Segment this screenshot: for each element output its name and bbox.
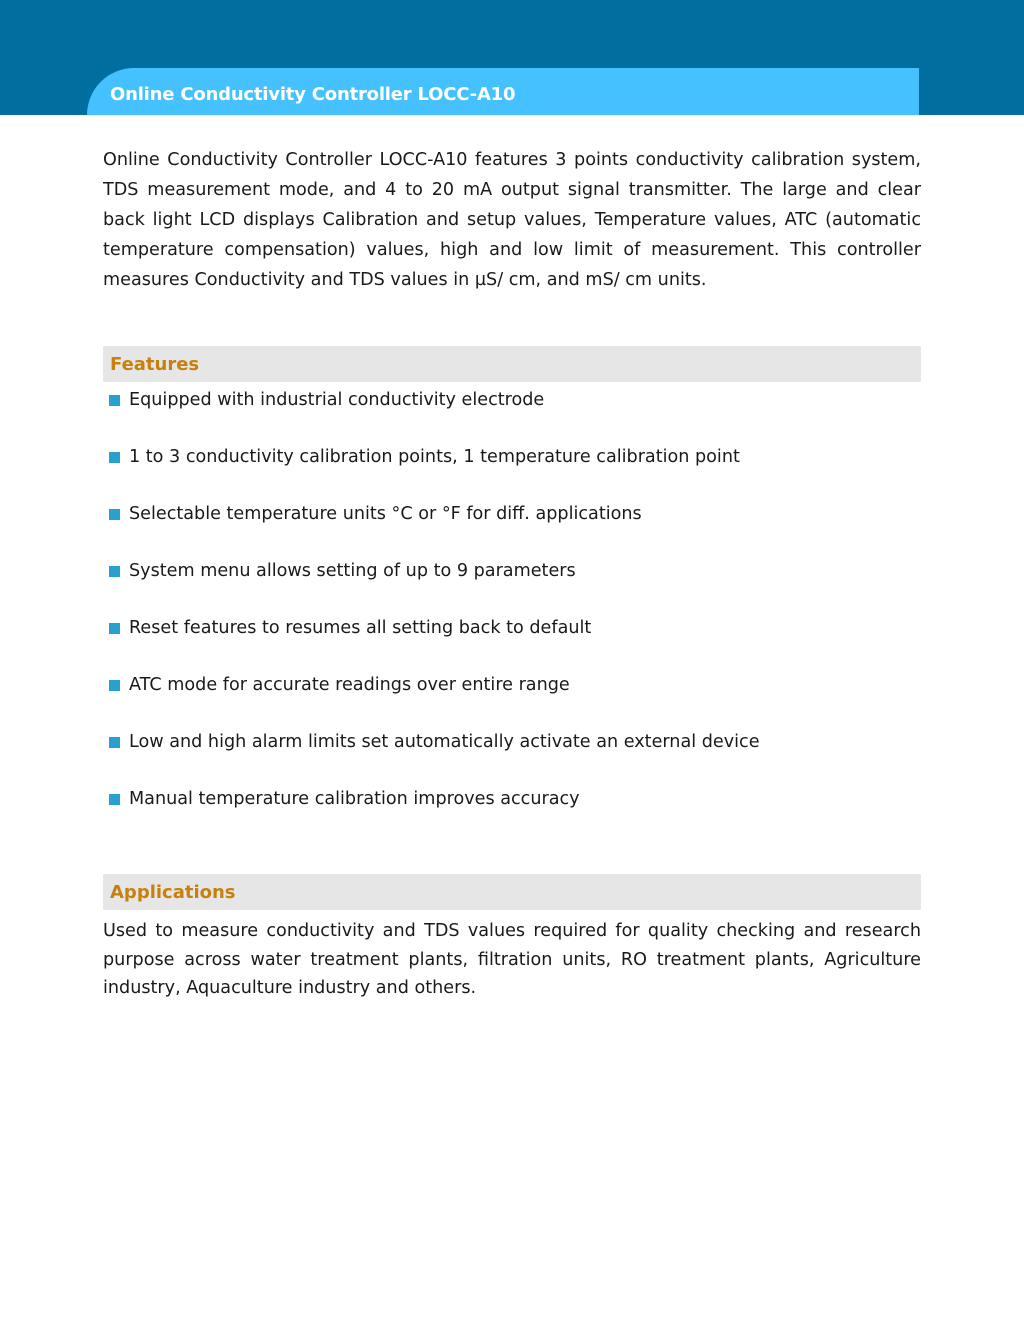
square-bullet-icon <box>109 737 120 748</box>
applications-heading: Applications <box>103 874 921 910</box>
applications-paragraph: Used to measure conductivity and TDS values required for quality checking and research purpose across water treatment plants, filtration units, RO treatment plants, Agriculture industry, Aquaculture industry and others. <box>103 921 921 998</box>
feature-text: ATC mode for accurate readings over entire range <box>129 675 570 695</box>
square-bullet-icon <box>109 623 120 634</box>
feature-text: Reset features to resumes all setting back to default <box>129 618 592 638</box>
feature-text: Manual temperature calibration improves accuracy <box>129 789 580 809</box>
list-item <box>109 499 760 556</box>
feature-text: Low and high alarm limits set automatically activate an external device <box>129 732 760 752</box>
list-item <box>109 442 760 499</box>
list-item <box>109 670 760 727</box>
features-heading: Features <box>103 346 921 382</box>
page-title: Online Conductivity Controller LOCC-A10 <box>110 84 516 105</box>
feature-text: 1 to 3 conductivity calibration points, 1 temperature calibration point <box>129 447 740 467</box>
features-list <box>109 385 760 841</box>
list-item <box>109 727 760 784</box>
feature-text: Selectable temperature units °C or °F for diff. applications <box>129 504 642 524</box>
square-bullet-icon <box>109 566 120 577</box>
list-item <box>109 784 760 841</box>
feature-text: System menu allows setting of up to 9 parameters <box>129 561 576 581</box>
square-bullet-icon <box>109 395 120 406</box>
intro-paragraph: Online Conductivity Controller LOCC-A10 features 3 points conductivity calibration system, TDS measurement mode, and 4 to 20 mA output signal transmitter. The large and clear back light LCD displays Calibration and setup values, Temperature values, ATC (automatic temperature compensation) values, high and low limit of measurement. This controller measures Conductivity and TDS values in µS/ cm, and mS/ cm units. <box>103 150 921 290</box>
square-bullet-icon <box>109 452 120 463</box>
square-bullet-icon <box>109 794 120 805</box>
title-tab <box>87 68 919 115</box>
list-item <box>109 613 760 670</box>
square-bullet-icon <box>109 509 120 520</box>
square-bullet-icon <box>109 680 120 691</box>
list-item <box>109 556 760 613</box>
feature-text: Equipped with industrial conductivity electrode <box>129 390 545 410</box>
list-item <box>109 385 760 442</box>
